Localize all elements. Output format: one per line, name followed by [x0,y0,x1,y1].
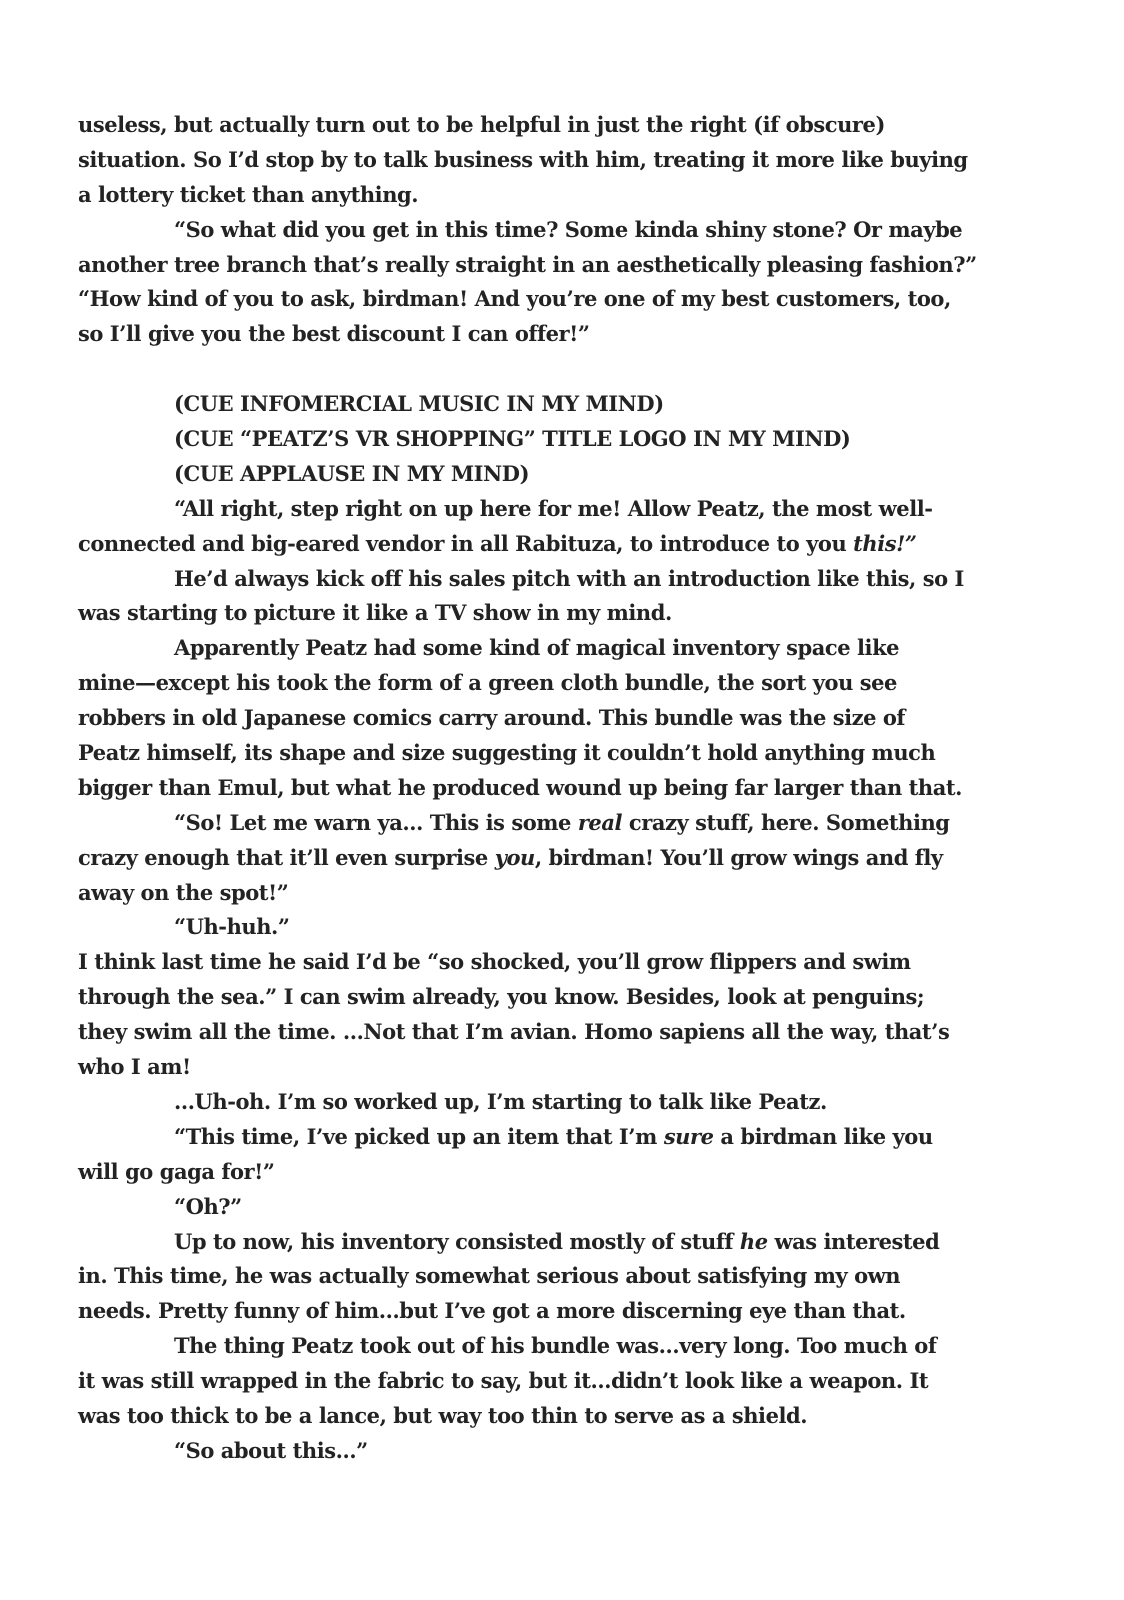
text-line: through the sea.” I can swim already, you know. Besides, look at penguins; [78,984,925,1010]
blank-line [78,352,988,387]
text-line: (CUE APPLAUSE IN MY MIND) [174,460,530,486]
text-line [78,527,988,562]
text-line [78,1225,988,1260]
text-line: useless, but actually turn out to be helpful in just the right (if obscure) [78,112,885,137]
text-segment: connected and big-eared vendor in all Rabituza, to introduce to you [78,530,854,556]
text-segment: Up to now, his inventory consisted mostly of stuff [174,1228,740,1254]
text-line: it was still wrapped in the fabric to say, but it…didn’t look like a weapon. It [78,1368,929,1394]
text-line: “All right, step right on up here for me! Allow Peatz, the most well- [174,495,933,521]
text-line: Apparently Peatz had some kind of magical inventory space like [174,635,900,661]
text-line: “Oh?” [174,1193,242,1219]
text-line: …Uh-oh. I’m so worked up, I’m starting to talk like Peatz. [174,1088,827,1114]
text-line: was too thick to be a lance, but way too thin to serve as a shield. [78,1402,808,1428]
text-line: away on the spot!” [78,879,289,905]
text-line: (CUE “PEATZ’S VR SHOPPING” TITLE LOGO IN MY MIND) [174,426,851,452]
text-line: needs. Pretty funny of him…but I’ve got a more discerning eye than that. [78,1298,906,1324]
text-line: robbers in old Japanese comics carry around. This bundle was the size of [78,705,906,731]
text-line: “So about this…” [174,1437,368,1463]
text-line: will go gaga for!” [78,1158,275,1184]
text-segment: , birdman! You’ll grow wings and fly [534,844,943,870]
text-line: another tree branch that’s really straight in an aesthetically pleasing fashion?” [78,251,977,277]
text-line: Peatz himself, its shape and size suggesting it couldn’t hold anything much [78,740,936,766]
text-line: in. This time, he was actually somewhat serious about satisfying my own [78,1263,901,1289]
text-segment: was interested [767,1228,940,1254]
text-line: a lottery ticket than anything. [78,181,419,207]
italic-text: you [494,844,535,870]
text-line: I think last time he said I’d be “so shocked, you’ll grow flippers and swim [78,949,911,975]
text-segment: “This time, I’ve picked up an item that I’m [174,1123,664,1149]
text-line [78,1120,988,1155]
text-line: was starting to picture it like a TV show in my mind. [78,600,672,626]
text-segment: “So! Let me warn ya… This is some [174,809,578,835]
text-line: “So what did you get in this time? Some kinda shiny stone? Or maybe [174,216,963,242]
body-text [78,108,988,1469]
text-line: they swim all the time. …Not that I’m avian. Homo sapiens all the way, that’s [78,1019,950,1045]
text-line: “How kind of you to ask, birdman! And you’re one of my best customers, too, [78,286,951,312]
text-line: bigger than Emul, but what he produced wound up being far larger than that. [78,774,962,800]
text-segment: crazy enough that it’ll even surprise [78,844,495,870]
text-line: so I’ll give you the best discount I can offer!” [78,321,590,347]
text-line: mine—except his took the form of a green cloth bundle, the sort you see [78,670,897,696]
text-line [78,806,988,841]
text-line: who I am! [78,1054,191,1080]
text-line: situation. So I’d stop by to talk business with him, treating it more like buying [78,146,968,172]
italic-text: sure [663,1123,714,1149]
text-line: (CUE INFOMERCIAL MUSIC IN MY MIND) [174,391,664,417]
text-line: “Uh-huh.” [174,914,290,940]
italic-text: real [577,809,623,835]
italic-text: this!” [853,530,917,556]
text-line: The thing Peatz took out of his bundle was…very long. Too much of [174,1333,937,1359]
text-segment: a birdman like you [713,1123,933,1149]
text-line: He’d always kick off his sales pitch with an introduction like this, so I [174,565,964,591]
text-segment: crazy stuff, here. Something [622,809,950,835]
italic-text: he [739,1228,768,1254]
text-line [78,841,988,876]
